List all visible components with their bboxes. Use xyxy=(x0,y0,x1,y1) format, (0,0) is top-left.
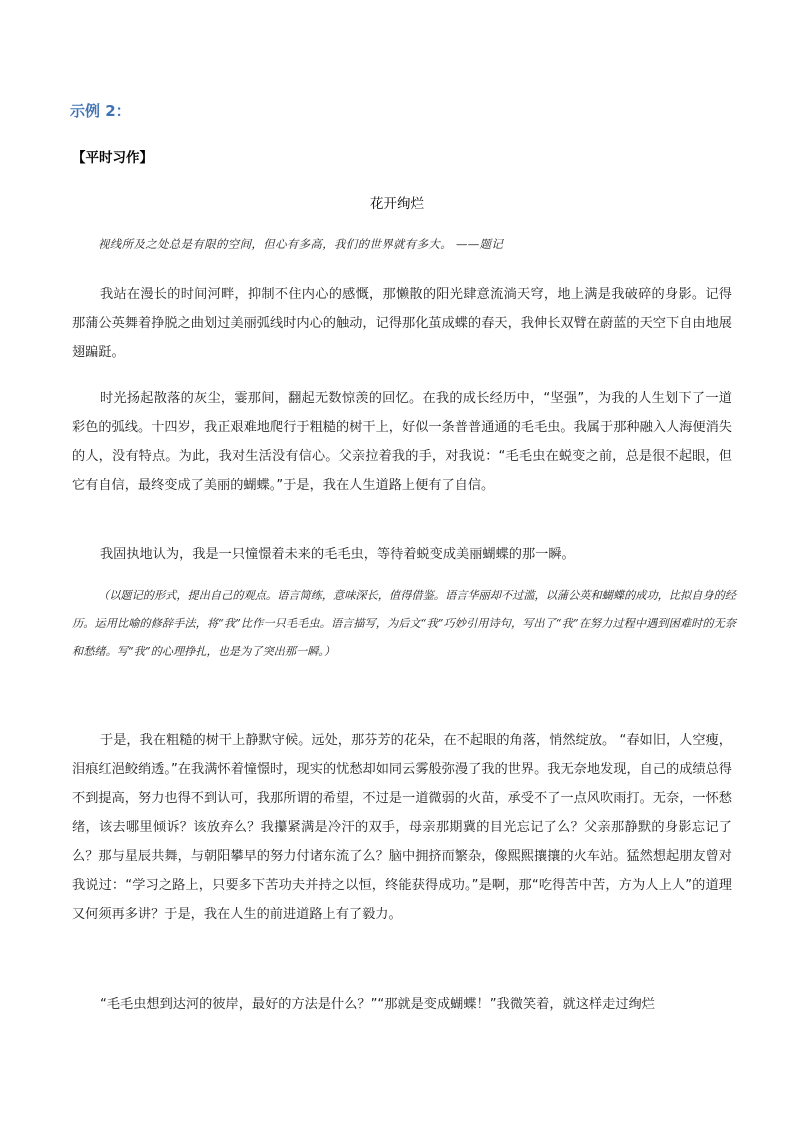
essay-title: 花开绚烂 xyxy=(370,196,424,212)
example-heading: 示例 2： xyxy=(70,102,131,120)
paragraph: 我站在漫长的时间河畔，抑制不住内心的感慨，那懒散的阳光肆意流淌天穹，地上满是我破碎的身影。记得那蒲公英舞着挣脱之曲划过美丽弧线时内心的触动，记得那化茧成蝶的春天，我伸长双臂在蔚蓝的天空下自由地展翅蹁跹。 xyxy=(72,287,732,360)
commentary: （以题记的形式，提出自己的观点。语言简练，意味深长，值得借鉴。语言华丽却不过滥，以蒲公英和蝴蝶的成功，比拟自身的经历。运用比喻的修辞手法，将“我”比作一只毛毛虫。语言描写，为后文“我”巧妙引用诗句，写出了“我”在努力过程中遇到困难时的无奈和愁绪。写“我”的心理挣扎，也是为了突出那一瞬。） xyxy=(72,589,736,658)
paragraph: 时光扬起散落的灰尘，霎那间，翻起无数惊羡的回忆。在我的成长经历中，“坚强”，为我的人生划下了一道彩色的弧线。十四岁，我正艰难地爬行于粗糙的树干上，好似一条普普通通的毛毛虫。我属于那种融入人海便消失的人，没有特点。为此，我对生活没有信心。父亲拉着我的手，对我说：“毛毛虫在蜕变之前，总是很不起眼，但它有自信，最终变成了美丽的蝴蝶。”于是，我在人生道路上便有了自信。 xyxy=(72,391,732,493)
epigraph: 视线所及之处总是有限的空间，但心有多高，我们的世界就有多大。 ——题记 xyxy=(98,237,504,251)
paragraph: 于是，我在粗糙的树干上静默守候。远处，那芬芳的花朵，在不起眼的角落，悄然绽放。 “春如旧，人空瘦，泪痕红浥鲛绡透。”在我满怀着憧憬时，现实的忧愁却如同云雾般弥漫了我的世界。我无奈地发现，自己的成绩总得不到提高，努力也得不到认可，我那所谓的希望，不过是一道微弱的火苗，承受不了一点风吹雨打。无奈，一怀愁绪，该去哪里倾诉？该放弃么？我攥紧满是冷汗的双手，母亲那期冀的目光忘记了么？父亲那静默的身影忘记了么？那与星辰共舞，与朝阳攀早的努力付诸东流了么？脑中拥挤而繁杂，像熙熙攘攘的火车站。猛然想起朋友曾对我说过：“学习之路上，只要多下苦功夫并持之以恒，终能获得成功。”是啊，那“吃得苦中苦，方为人上人”的道理又何须再多讲？于是，我在人生的前进道路上有了毅力。 xyxy=(72,733,732,922)
paragraph: 我固执地认为，我是一只憧憬着未来的毛毛虫，等待着蜕变成美丽蝴蝶的那一瞬。 xyxy=(100,547,575,562)
section-label: 【平时习作】 xyxy=(72,150,153,166)
paragraph: “毛毛虫想到达河的彼岸，最好的方法是什么？”“那就是变成蝴蝶！”我微笑着，就这样走过绚烂 xyxy=(100,997,655,1012)
